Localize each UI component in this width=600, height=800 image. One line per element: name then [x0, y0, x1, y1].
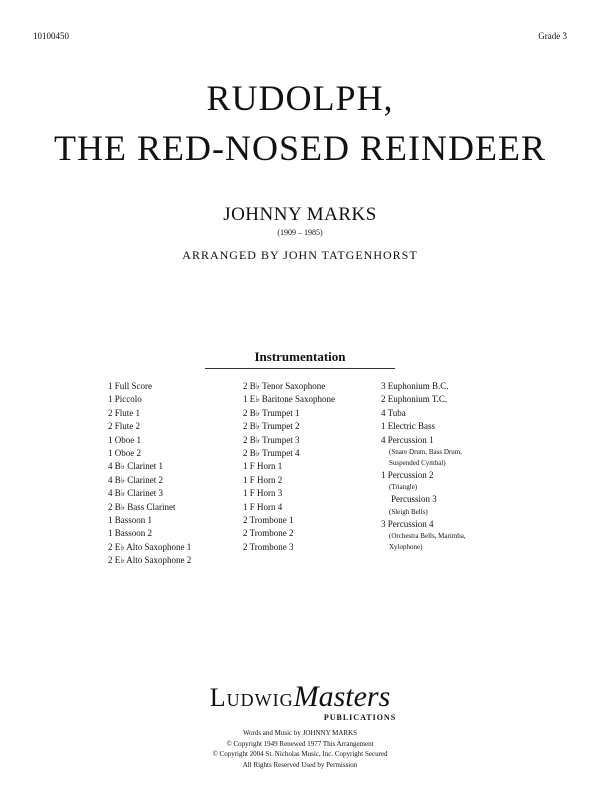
instrument-column-1	[108, 380, 243, 568]
instrument-detail: (Triangle)	[389, 483, 418, 492]
instrument-column-2	[243, 380, 383, 554]
copyright-notice	[0, 728, 600, 770]
copyright-line: All Rights Reserved Used by Permission	[242, 760, 358, 769]
instrument-item: 1 Percussion 2	[381, 470, 434, 481]
instrument-item: 1 F Horn 2	[243, 474, 283, 485]
instrument-item: 2 B♭ Trumpet 4	[243, 448, 300, 459]
instrument-detail: (Sleigh Bells)	[389, 507, 428, 516]
composer-dates: (1909 – 1985)	[277, 228, 323, 237]
instrument-item: 1 Oboe 1	[108, 434, 141, 445]
heading-rule	[205, 368, 395, 369]
instrumentation-heading: Instrumentation	[254, 349, 346, 364]
instrument-detail: (Orchestra Bells, Marimba,	[389, 532, 466, 541]
logo-masters-text: Masters	[293, 680, 391, 713]
instrument-detail: Suspended Cymbal)	[389, 459, 446, 468]
instrument-item: 1 Bassoon 2	[108, 528, 153, 539]
copyright-line: © Copyright 2004 St. Nicholas Music, Inc. Copyright Secured	[212, 750, 388, 758]
instrument-item: 1 Electric Bass	[381, 421, 435, 432]
instrument-item: 2 Flute 1	[108, 407, 141, 418]
instrument-item: 2 B♭ Trumpet 3	[243, 434, 300, 445]
instrument-item: 1 Bassoon 1	[108, 515, 153, 526]
title-line-1: RUDOLPH,	[206, 78, 394, 118]
instrument-item: 4 B♭ Clarinet 1	[108, 461, 163, 472]
copyright-line: Words and Music by JOHNNY MARKS	[242, 729, 358, 737]
instrument-item: 3 Percussion 4	[381, 518, 434, 529]
instrument-item: 2 E♭ Alto Saxophone 1	[108, 541, 192, 552]
instrument-item: 4 B♭ Clarinet 2	[108, 474, 163, 485]
instrument-item: 2 Euphonium T.C.	[381, 394, 448, 405]
instrument-item: 1 E♭ Baritone Saxophone	[243, 394, 335, 405]
instrument-item: 2 Trombone 2	[243, 528, 294, 539]
logo-ludwig-text: Ludwig	[209, 683, 294, 712]
instrument-item: 1 Oboe 2	[108, 448, 141, 459]
instrument-item: 4 Percussion 1	[381, 434, 434, 445]
instrument-item: 3 Euphonium B.C.	[381, 381, 449, 391]
instrument-item: 1 F Horn 3	[243, 488, 283, 499]
instrument-item: 1 Full Score	[108, 381, 152, 391]
instrument-item: 2 B♭ Trumpet 2	[243, 421, 300, 432]
instrument-item: 2 B♭ Trumpet 1	[243, 407, 300, 418]
logo-publications-text: PUBLICATIONS	[323, 713, 397, 722]
instrument-item: 2 Trombone 1	[243, 515, 294, 526]
instrument-item: 1 F Horn 4	[243, 501, 283, 512]
instrument-item: 2 E♭ Alto Saxophone 2	[108, 555, 192, 566]
composer-name: JOHNNY MARKS	[223, 204, 377, 225]
instrument-detail: (Snare Drum, Bass Drum,	[389, 448, 462, 457]
instrument-item: 2 B♭ Bass Clarinet	[108, 501, 176, 512]
grade-label: Grade 3	[538, 31, 567, 41]
instrument-item: 1 Piccolo	[108, 394, 142, 405]
instrument-detail: Xylophone)	[389, 543, 423, 552]
instrument-item: Percussion 3	[391, 494, 437, 505]
catalog-number: 10100450	[33, 31, 69, 41]
copyright-line: © Copyright 1949 Renewed 1977 This Arrangement	[226, 739, 374, 748]
publisher-logo	[0, 680, 600, 714]
instrument-item: 2 Trombone 3	[243, 541, 294, 552]
instrument-item: 4 B♭ Clarinet 3	[108, 488, 163, 499]
instrument-item: 4 Tuba	[381, 407, 406, 418]
arranger-credit: ARRANGED BY JOHN TATGENHORST	[182, 248, 418, 262]
instrument-item: 1 F Horn 1	[243, 461, 283, 472]
instrument-item: 2 B♭ Tenor Saxophone	[243, 381, 326, 391]
instrument-item: 2 Flute 2	[108, 421, 141, 432]
title-line-2: THE RED-NOSED REINDEER	[54, 128, 546, 168]
instrument-column-3	[381, 380, 521, 553]
